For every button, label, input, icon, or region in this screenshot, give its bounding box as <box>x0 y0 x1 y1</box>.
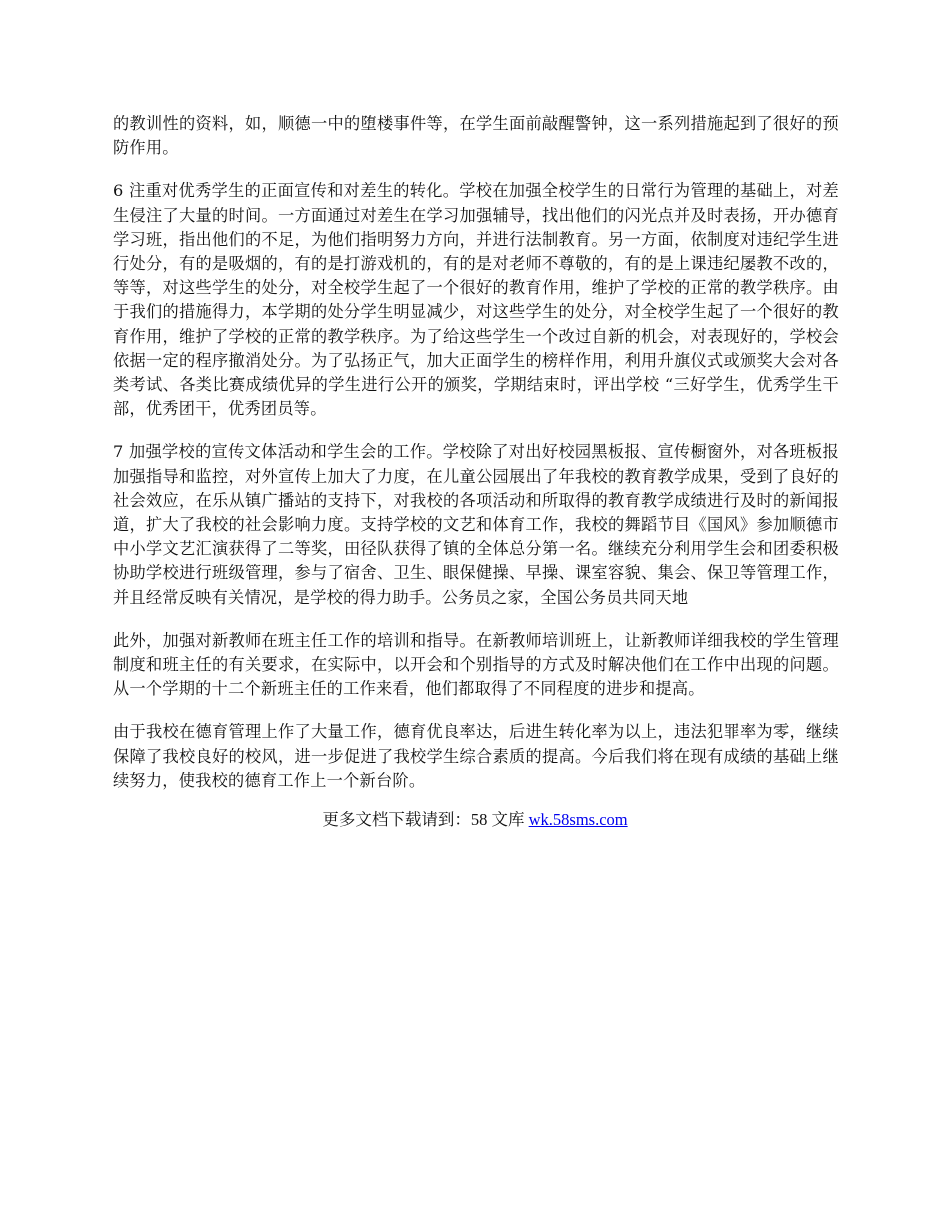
footer-link[interactable]: wk.58sms.com <box>528 810 628 829</box>
paragraph-item-6: 6 注重对优秀学生的正面宣传和对差生的转化。学校在加强全校学生的日常行为管理的基础上，对差生侵注了大量的时间。一方面通过对差生在学习加强辅导，找出他们的闪光点并及时表扬，开办德育学习班，指出他们的不足，为他们指明努力方向，并进行法制教育。另一方面，依制度对违纪学生进行处分，有的是吸烟的，有的是打游戏机的，有的是对老师不尊敬的，有的是上课违纪屡教不改的，等等，对这些学生的处分，对全校学生起了一个很好的教育作用，维护了学校的正常的教学秩序。由于我们的措施得力，本学期的处分学生明显减少，对这些学生的处分，对全校学生起了一个很好的教育作用，维护了学校的正常的教学秩序。为了给这些学生一个改过自新的机会，对表现好的，学校会依据一定的程序撤消处分。为了弘扬正气，加大正面学生的榜样作用，利用升旗仪式或颁奖大会对各类考试、各类比赛成绩优异的学生进行公开的颁奖，学期结束时，评出学校 “三好学生，优秀学生干部，优秀团干，优秀团员等。 <box>113 181 839 419</box>
document-body <box>113 112 839 812</box>
download-footer <box>0 808 950 832</box>
footer-prefix: 更多文档下载请到：58 文库 <box>322 810 529 829</box>
paragraph-item-7: 7 加强学校的宣传文体活动和学生会的工作。学校除了对出好校园黑板报、宣传橱窗外，对各班板报加强指导和监控，对外宣传上加大了力度，在儿童公园展出了年我校的教育教学成果，受到了良好的社会效应，在乐从镇广播站的支持下，对我校的各项活动和所取得的教育教学成绩进行及时的新闻报道，扩大了我校的社会影响力度。支持学校的文艺和体育工作，我校的舞蹈节目《国风》参加顺德市中小学文艺汇演获得了二等奖，田径队获得了镇的全体总分第一名。继续充分利用学生会和团委积极协助学校进行班级管理，参与了宿舍、卫生、眼保健操、早操、课室容貌、集会、保卫等管理工作，并且经常反映有关情况，是学校的得力助手。公务员之家，全国公务员共同天地 <box>113 442 839 607</box>
paragraph-conclusion: 由于我校在德育管理上作了大量工作，德育优良率达，后进生转化率为以上，违法犯罪率为零，继续保障了我校良好的校风，进一步促进了我校学生综合素质的提高。今后我们将在现有成绩的基础上继续努力，使我校的德育工作上一个新台阶。 <box>113 722 839 790</box>
paragraph-new-teachers: 此外，加强对新教师在班主任工作的培训和指导。在新教师培训班上，让新教师详细我校的学生管理制度和班主任的有关要求，在实际中，以开会和个别指导的方式及时解决他们在工作中出现的问题。从一个学期的十二个新班主任的工作来看，他们都取得了不同程度的进步和提高。 <box>113 630 839 699</box>
paragraph-intro: 的教训性的资料，如，顺德一中的堕楼事件等，在学生面前敲醒警钟，这一系列措施起到了很好的预防作用。 <box>113 114 839 158</box>
